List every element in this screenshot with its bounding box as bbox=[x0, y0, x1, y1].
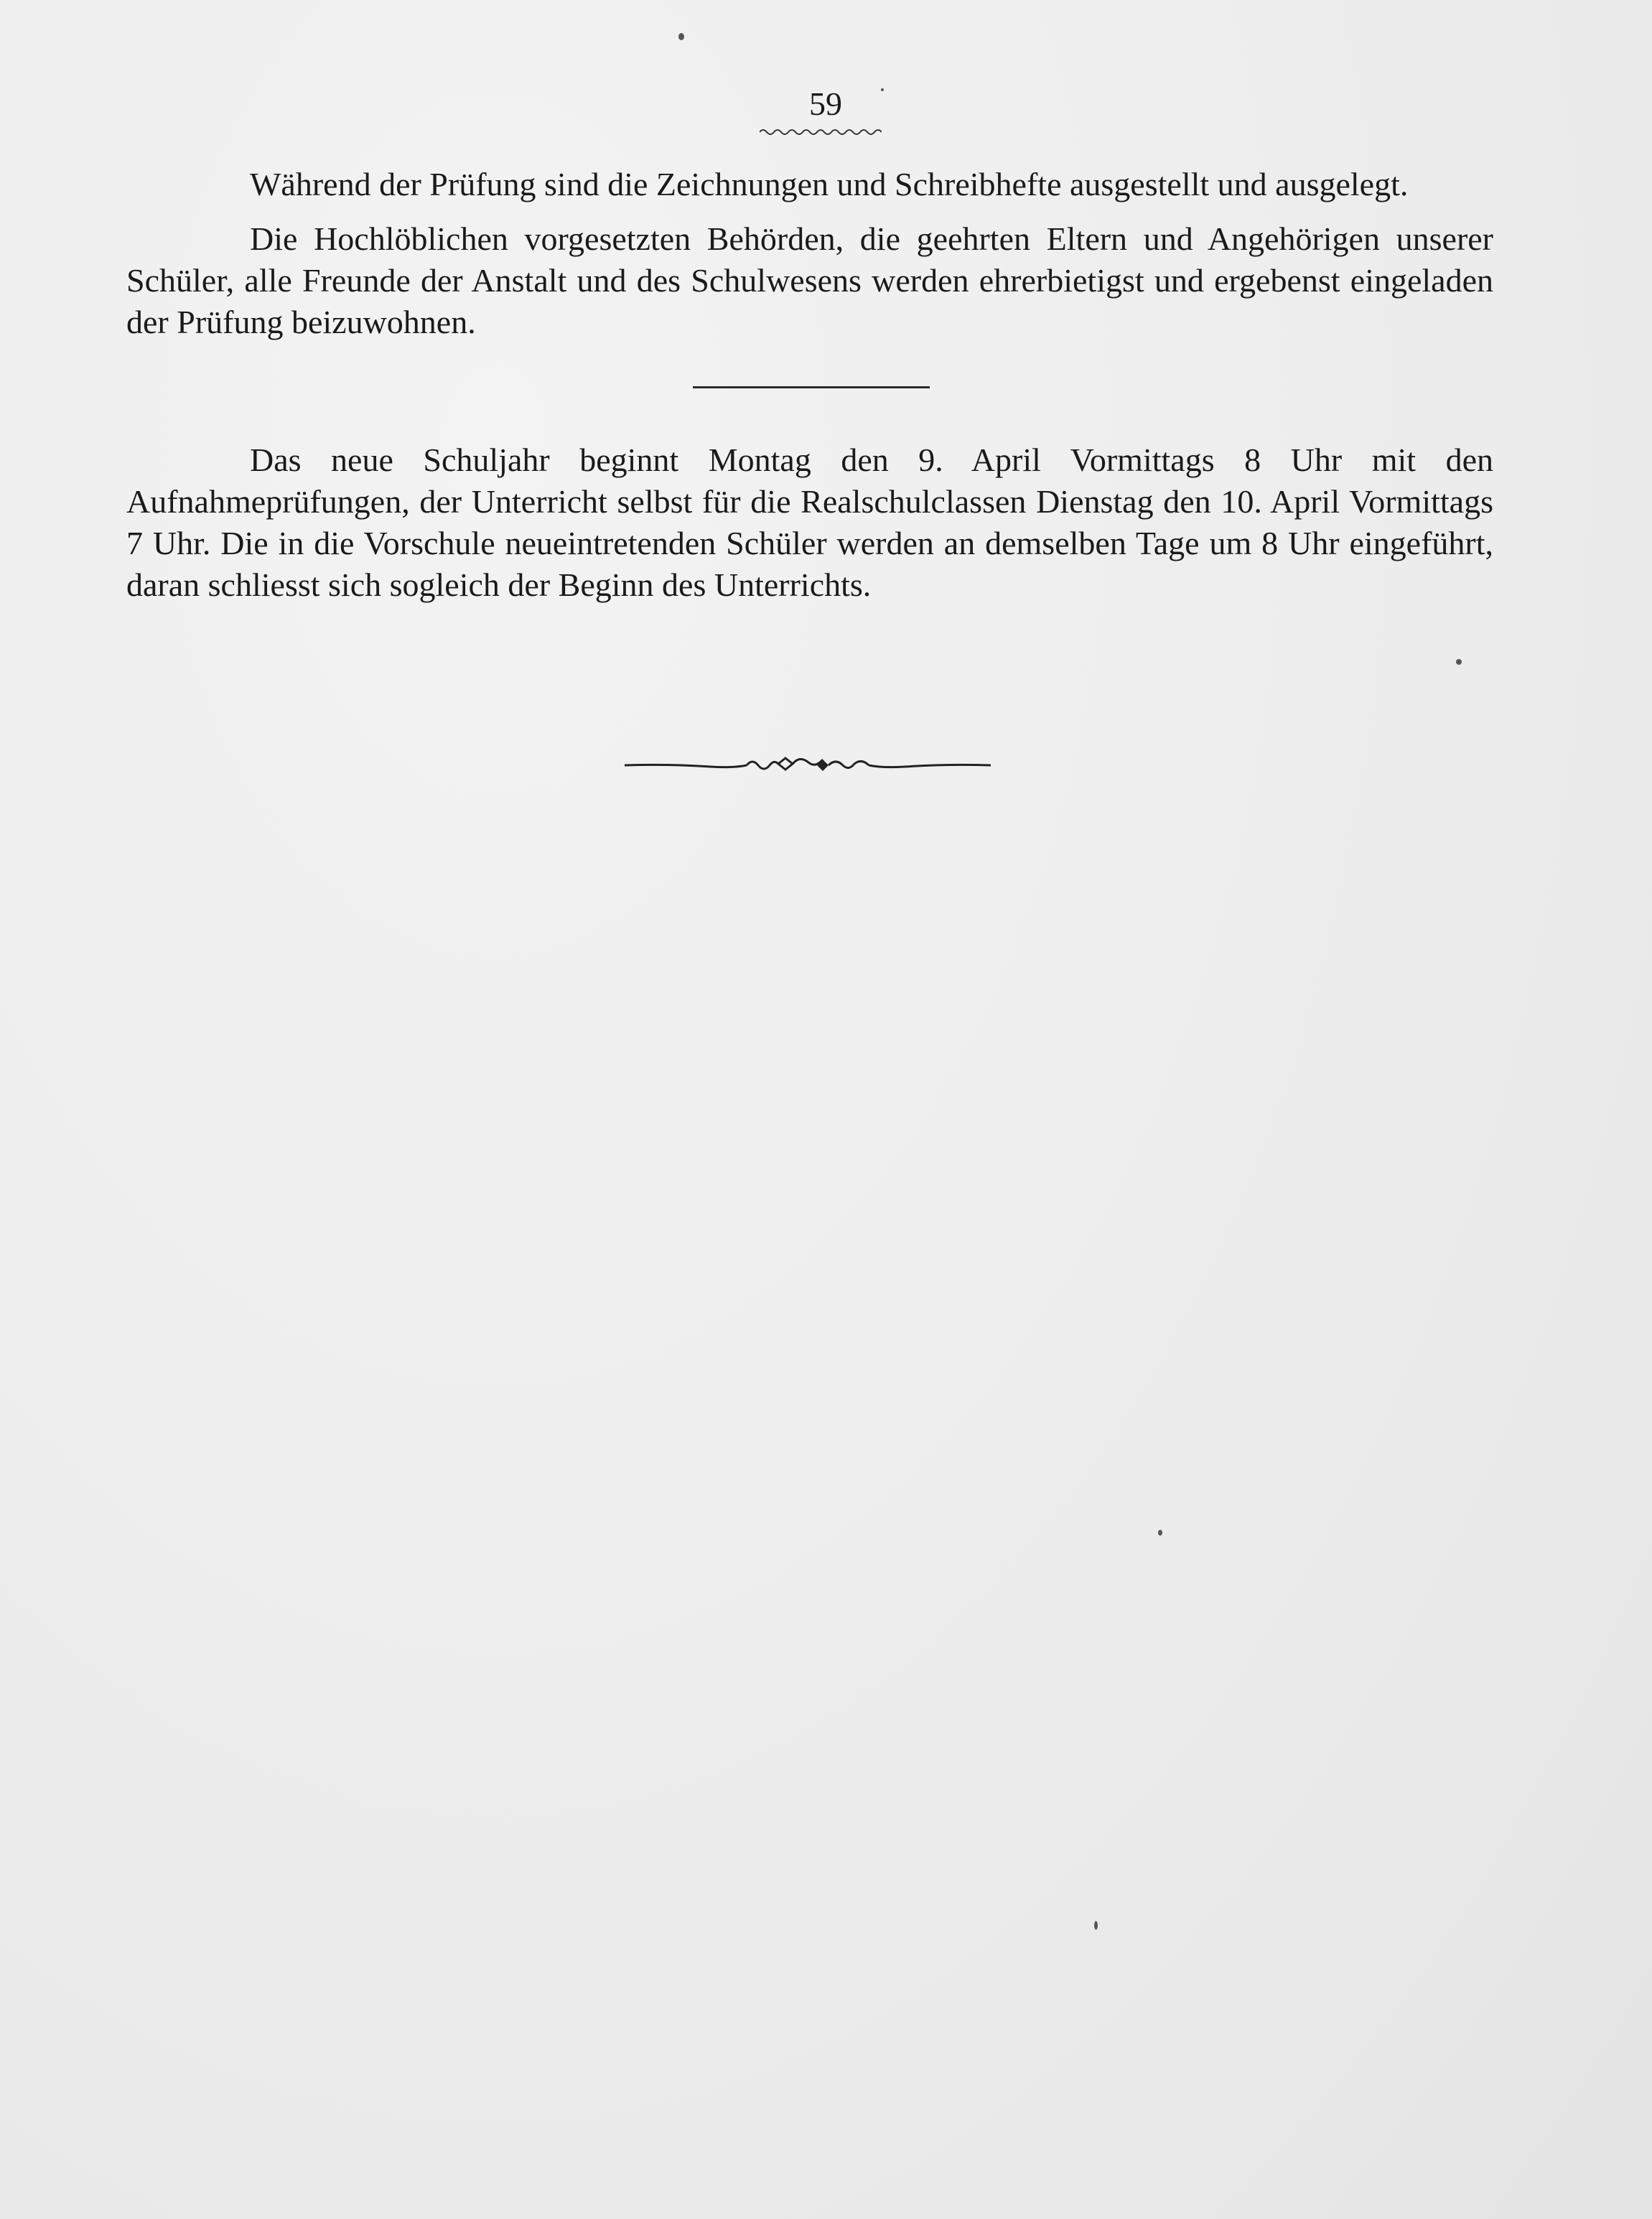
page-number: 59 bbox=[809, 85, 842, 122]
page-number-underline bbox=[760, 128, 882, 136]
paragraph-school-year-start: Das neue Schuljahr beginnt Montag den 9. April Vormittags 8 Uhr mit den Aufnahmeprüfungen, der Unterricht selbst für die Realschulclassen Dienstag den 10. April Vormittags 7 Uhr. Die in die Vorschule neueintretenden Schüler werden an demselben Tage um 8 Uhr eingeführt, daran schliesst sich sogleich der Beginn des Unterrichts. bbox=[126, 442, 1493, 603]
paragraph-invitation: Die Hochlöblichen vorgesetzten Behörden, die geehrten Eltern und Angehörigen unserer Schüler, alle Freunde der Anstalt und des Schulwesens werden ehrerbietigst und ergebenst eingeladen der Prüfung beizuwohnen. bbox=[126, 220, 1493, 340]
paper-speck bbox=[678, 33, 684, 40]
decorative-flourish-icon bbox=[625, 751, 991, 780]
paper-speck bbox=[881, 88, 884, 91]
paragraph-exam-exhibits: Während der Prüfung sind die Zeichnungen und Schreibhefte ausgestellt und ausgelegt. bbox=[250, 166, 1409, 202]
paper-speck bbox=[1158, 1530, 1162, 1536]
paper-speck bbox=[1094, 1921, 1098, 1930]
section-divider bbox=[693, 386, 930, 388]
paper-speck bbox=[1456, 659, 1462, 665]
